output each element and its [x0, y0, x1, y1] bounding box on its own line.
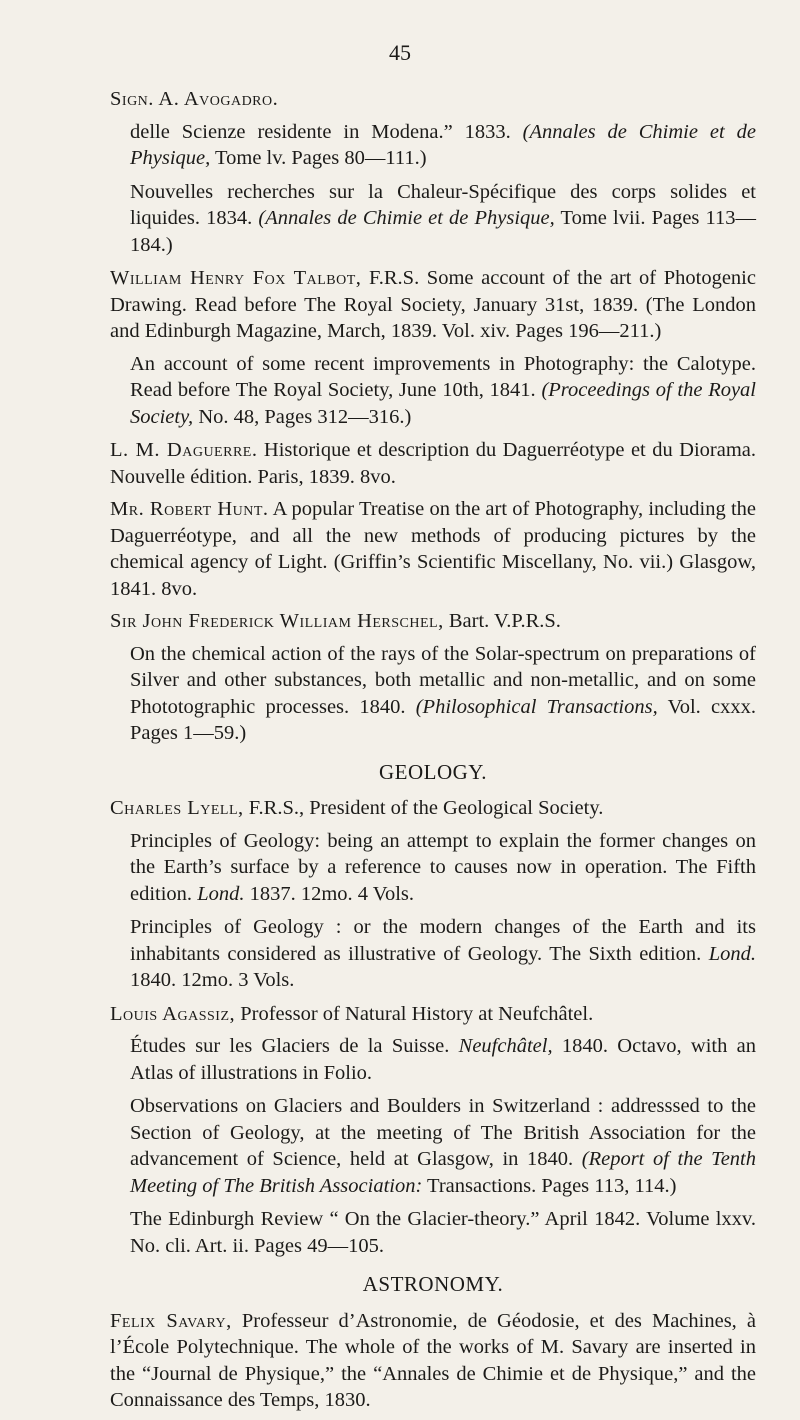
section-heading: ASTRONOMY.: [362, 1272, 504, 1296]
entry-source: (Annales de Chimie et de Physique,: [130, 120, 756, 169]
work-entry: [110, 1033, 756, 1086]
entry-text: Tome lvii. Pages 113—184.): [130, 207, 756, 256]
work-entry: [110, 828, 756, 908]
entry-text: 1840. 12mo. 3 Vols.: [130, 969, 295, 991]
bibliography-content: [110, 86, 756, 1420]
entry-source: Lond.: [197, 882, 245, 905]
author-details: F.R.S., President of the Geological Society.: [243, 797, 604, 819]
page-number: 45: [389, 40, 411, 65]
author-details: F.R.S. Some account of the art of Photogenic Drawing. Read before The Royal Society, January 31st, 1839. (The London and Edinburgh Magazine, March, 1839. Vol. xiv. Pages 196—211.): [110, 267, 756, 342]
work-entry: [110, 1206, 756, 1259]
entry-text: Vol. cxxx. Pages 1—59.): [130, 695, 756, 744]
author-name: Charles Lyell,: [110, 797, 244, 819]
entry-source: (Philosophical Transactions,: [415, 695, 658, 718]
entry-text: 1837. 12mo. 4 Vols.: [244, 882, 415, 905]
entry-text: Tome lv. Pages 80—111.): [210, 147, 427, 169]
author-name: Mr. Robert Hunt.: [110, 498, 269, 520]
author-entry: [110, 1308, 756, 1414]
author-entry: [110, 496, 756, 602]
entry-text: The Edinburgh Review “ On the Glacier-theory.” April 1842. Volume lxxv. No. cli. Art. ii. Pages 49—105.: [130, 1208, 756, 1257]
author-entry: [110, 608, 756, 635]
entry-text: Observations on Glaciers and Boulders in Switzerland : addresssed to the Section of Geology, at the meeting of The British Association for the advancement of Science, held at Glasgow, in 1840.: [130, 1095, 756, 1170]
entry-source: (Proceedings of the Royal Society,: [130, 379, 757, 428]
entry-text: On the chemical action of the rays of the Solar-spectrum on preparations of Silver and other substances, both metallic and non-metallic, and on some Phototographic processes. 1840.: [130, 642, 756, 718]
author-details: Historique et description du Daguerréotype et du Diorama. Nouvelle édition. Paris, 1839. 8vo.: [110, 439, 756, 488]
entry-source: Lond.: [708, 942, 756, 965]
author-entry: [110, 1001, 756, 1028]
entry-source: Neufchâtel,: [458, 1035, 553, 1057]
section-heading: GEOLOGY.: [378, 759, 488, 784]
author-entry: [110, 795, 756, 822]
entry-source: (Annales de Chimie et de Physique,: [258, 207, 555, 229]
work-entry: [110, 641, 756, 747]
author-name: William Henry Fox Talbot,: [110, 267, 362, 289]
entry-text: No. 48, Pages 312—316.): [193, 405, 412, 428]
author-name: L. M. Daguerre.: [110, 439, 258, 461]
work-entry: [110, 351, 756, 431]
author-name: Felix Savary,: [110, 1309, 232, 1332]
work-entry: [110, 119, 756, 172]
entry-text: 1840. Octavo, with an Atlas of illustrations in Folio.: [130, 1035, 756, 1084]
work-entry: [110, 1093, 756, 1199]
entry-text: Transactions. Pages 113, 114.): [422, 1174, 677, 1197]
author-details: Professor of Natural History at Neufchâtel.: [235, 1002, 594, 1025]
author-name: Louis Agassiz,: [110, 1002, 236, 1025]
entry-text: Principles of Geology: being an attempt to explain the former changes on the Earth’s surface by a reference to causes now in operation. The Fifth edition.: [130, 829, 756, 905]
entry-text: Études sur les Glaciers de la Suisse.: [130, 1035, 459, 1057]
author-details: Bart. V.P.R.S.: [443, 610, 561, 632]
entry-text: Nouvelles recherches sur la Chaleur-Spécifique des corps solides et liquides. 1834.: [130, 180, 756, 229]
work-entry: [110, 179, 756, 259]
author-details: A popular Treatise on the art of Photography, including the Daguerréotype, and all the new methods of producing pictures by the chemical agency of Light. (Griffin’s Scientific Miscellany, No. vii.) Glasgow, 1841. 8vo.: [110, 498, 757, 600]
entry-text: delle Scienze residente in Modena.” 1833.: [130, 120, 523, 143]
entry-text: Principles of Geology : or the modern changes of the Earth and its inhabitants considered as illustrative of Geology. The Sixth edition.: [130, 916, 756, 965]
author-entry: [110, 437, 756, 490]
author-entry: [110, 86, 756, 113]
author-details: Professeur d’Astronomie, de Géodosie, et des Machines, à l’École Polytechnique. The whole of the works of M. Savary are inserted in the “Journal de Physique,” the “Annales de Chimie et de Physique,” and the Connaissance des Temps, 1830.: [110, 1309, 756, 1411]
work-entry: [110, 914, 756, 994]
entry-text: An account of some recent improvements in Photography: the Calotype. Read before The Royal Society, June 10th, 1841.: [130, 352, 756, 401]
author-name: Sir John Frederick William Herschel,: [110, 610, 444, 632]
author-entry: [110, 265, 756, 345]
author-name: Sign. A. Avogadro.: [110, 88, 279, 110]
entry-source: (Report of the Tenth Meeting of The British Association:: [130, 1148, 756, 1197]
